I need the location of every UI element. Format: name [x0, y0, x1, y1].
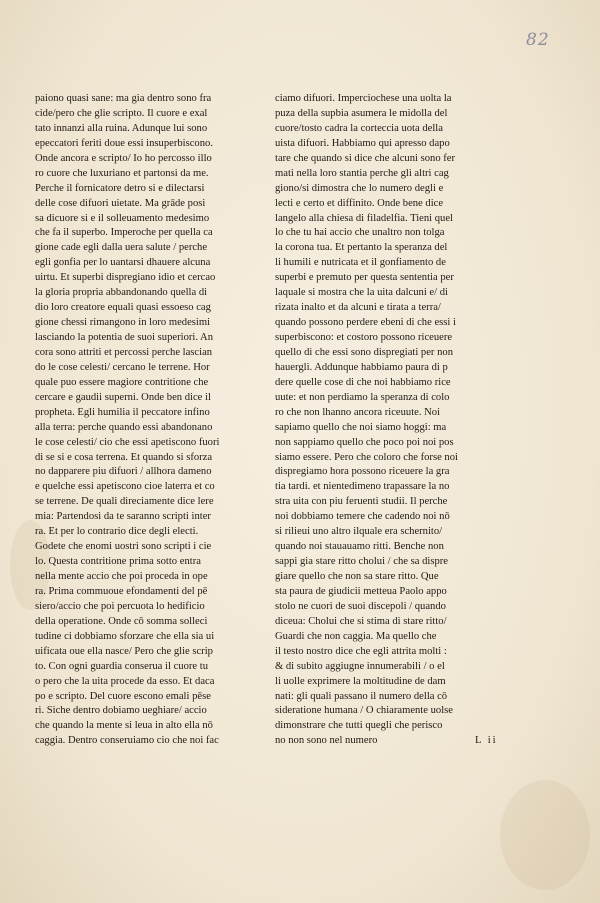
text-line: dere quelle cose di che noi habbiamo rice: [275, 376, 451, 388]
text-line: Godete che enomi uostri sono scripti i cie: [35, 541, 212, 553]
text-line: li uolle exprimere la moltitudine de dam: [275, 675, 446, 687]
text-line: puza della supbia asumera le midolla del: [275, 107, 448, 119]
text-line: rizata inalto et da alcuni e tirata a terra/: [275, 302, 441, 314]
text-line: quale puo essere magiore contritione che: [35, 376, 209, 388]
text-line: Onde ancora e scripto/ Io ho percosso illo: [35, 152, 212, 164]
text-line: Guardi che non caggia. Ma quello che: [275, 630, 437, 642]
text-line: ra. Prima commuoue efondamenti del pē: [35, 585, 208, 597]
text-line: tudine ci dobbiamo sforzare che ella sia ui: [35, 630, 215, 642]
text-line: ri. Siche dentro dobiamo ueghiare/ accio: [35, 705, 207, 717]
text-line: no dapparere piu difuori / allhora dameno: [35, 466, 212, 478]
text-line: superbi e premuto per questa sententia per: [275, 272, 454, 284]
text-line: dispregiamo hora possono riceuere la gra: [275, 466, 450, 478]
text-line: il testo nostro dice che egli attrita molti :: [275, 645, 447, 657]
text-line: propheta. Egli humilia il peccatore infino: [35, 406, 210, 418]
text-line: ra. Et per lo contrario dice degli electi.: [35, 526, 199, 538]
text-line: sapiamo quello che noi siamo hoggi: ma: [275, 421, 447, 433]
text-line: paiono quasi sane: ma gia dentro sono fra: [35, 93, 212, 104]
text-line: uute: et non perdiamo la speranza di colo: [275, 391, 450, 403]
text-line: stolo ne cuori de suoi discepoli / quando: [275, 600, 446, 612]
text-line: dio loro creatore equali quasi essoeso cag: [35, 302, 211, 314]
text-line: diceua: Cholui che si stima di stare ritto/: [275, 615, 447, 627]
text-line: che quando la mente si leua in alto ella nō: [35, 720, 213, 732]
text-line: dimonstrare che tutti quegli che perisco: [275, 720, 443, 732]
text-line: sta paura de giudicii metteua Paolo appo: [275, 585, 447, 597]
text-line: nella mente accio che poi proceda in ope: [35, 571, 208, 582]
text-line: tia tardi. et nientedimeno trapassare la no: [275, 481, 450, 493]
text-column-left: [35, 92, 265, 749]
text-line: langelo alla chiesa di filadelfia. Tieni quel: [275, 212, 453, 224]
text-line: la corona tua. Et pertanto la speranza del: [275, 242, 448, 254]
text-line-content: no non sono nel numero: [275, 735, 378, 747]
text-line: lo. Questa contritione prima sotto entra: [35, 556, 201, 568]
text-line: di se si e cosa terrena. Et quando si sforza: [35, 451, 213, 463]
text-line: caggia. Dentro conseruiamo cio che noi fac: [35, 735, 219, 747]
text-line: quello di che essi sono dispregiati per non: [275, 346, 453, 358]
text-line: sappi gia stare ritto cholui / che sa dispre: [275, 556, 448, 568]
text-line: la gloria propria abbandonando quella di: [35, 287, 208, 299]
text-line: mia: Partendosi da te saranno scripti inter: [35, 511, 211, 523]
text-line: giare quello che non sa stare ritto. Que: [275, 571, 439, 582]
text-line: sideratione humana / O chiaramente uolse: [275, 705, 453, 717]
text-line: ciamo difuori. Imperciochese una uolta la: [275, 93, 452, 104]
text-line: & di subito aggiugne innumerabili / o el: [275, 660, 445, 672]
text-line: della operatione. Onde cō somma solleci: [35, 615, 208, 627]
text-line: gione chessi rimangono in loro medesimi: [35, 317, 211, 329]
text-line: superbiscono: et costoro possono riceuere: [275, 332, 453, 343]
text-line: noi dobbiamo temere che cadendo noi nō: [275, 511, 450, 523]
folio-number: 82: [526, 30, 550, 50]
text-line: ro che non lhanno ancora riceuute. Noi: [275, 406, 441, 418]
signature-mark: L ii: [475, 735, 498, 747]
text-line: [275, 734, 515, 749]
text-line: lasciando la potentia de suoi superiori. An: [35, 332, 213, 343]
text-line: sa dicuore si e il solleuamento medesimo: [35, 212, 210, 224]
text-line: quando possono perdere ebeni di che essi i: [275, 317, 456, 329]
text-line: tato innanzi alla ruina. Adunque lui sono: [35, 122, 208, 134]
text-line: giono/si dimostra che lo numero degli e: [275, 182, 444, 194]
text-line: alla terra: perche quando essi abandonano: [35, 421, 213, 433]
text-line: cercare e gaudii superni. Onde ben dice il: [35, 391, 211, 403]
text-line: hauergli. Addunque habbiamo paura di p: [275, 361, 448, 373]
text-line: uista difuori. Habbiamo qui apresso dapo: [275, 137, 450, 149]
text-line: uirtu. Et superbi dispregiano idio et cercao: [35, 272, 216, 284]
text-column-right: [275, 92, 515, 749]
text-line: egli gonfia per lo uantarsi dhauere alcuna: [35, 257, 211, 269]
text-line: ro cuore che luxuriano et partonsi da me.: [35, 167, 209, 179]
text-line: li humili e nutricata et il gonfiamento de: [275, 257, 446, 269]
text-line: siamo essere. Pero che coloro che forse noi: [275, 451, 458, 463]
text-line: lo che tu hai accio che unaltro non tolga: [275, 227, 445, 239]
text-line: e quelche essi apetiscono cioe laterra et co: [35, 481, 215, 493]
text-line: Perche il fornicatore detro si e dilectarsi: [35, 182, 205, 194]
text-line: si rilieui uno altro ilquale era schernito/: [275, 526, 443, 538]
text-line: nati: gli quali passano il numero della cō: [275, 690, 448, 702]
text-line: le cose celesti/ cio che essi apetiscono fuori: [35, 436, 220, 448]
text-line: laquale si mostra che la uita dalcuni e/ di: [275, 287, 448, 299]
text-line: epeccatori feriti doue essi insuperbiscono.: [35, 137, 213, 149]
text-line: mati nella loro stantia perche gli altri cag: [275, 167, 449, 179]
text-line: do le cose celesti/ cercano le terrene. Hor: [35, 361, 210, 373]
text-line: cide/pero che glie scripto. Il cuore e exal: [35, 107, 208, 119]
text-line: siero/accio che poi percuota lo hedificio: [35, 600, 205, 612]
paper-stain: [500, 780, 590, 890]
text-line: non sappiamo quello che poco poi noi pos: [275, 436, 454, 448]
text-line: lecti e certo et diffinito. Onde bene dice: [275, 197, 444, 209]
text-line: uificata oue ella nasce/ Pero che glie scrip: [35, 645, 213, 657]
text-line: se terrene. De quali direciamente dice lere: [35, 496, 214, 508]
text-line: po e scripto. Del cuore escono emali pēse: [35, 690, 211, 702]
text-line: gione cade egli dalla uera salute / perche: [35, 242, 208, 254]
text-line: stra uita con piu feruenti studii. Il perche: [275, 496, 448, 508]
text-line: quando noi stauauamo ritti. Benche non: [275, 541, 444, 553]
text-line: cuore/tosto cadra la corteccia uota della: [275, 122, 443, 134]
text-line: o pero che la uita procede da esso. Et daca: [35, 675, 215, 687]
text-line: che fa il superbo. Imperoche per quella ca: [35, 227, 213, 239]
text-line: delle cose difuori uietate. Ma grāde posi: [35, 197, 206, 209]
text-line: cora sono attriti et percossi perche lascian: [35, 346, 213, 358]
text-line: tare che quando si dice che alcuni sono fer: [275, 152, 456, 164]
text-line: to. Con ogni guardia conserua il cuore tu: [35, 660, 208, 672]
